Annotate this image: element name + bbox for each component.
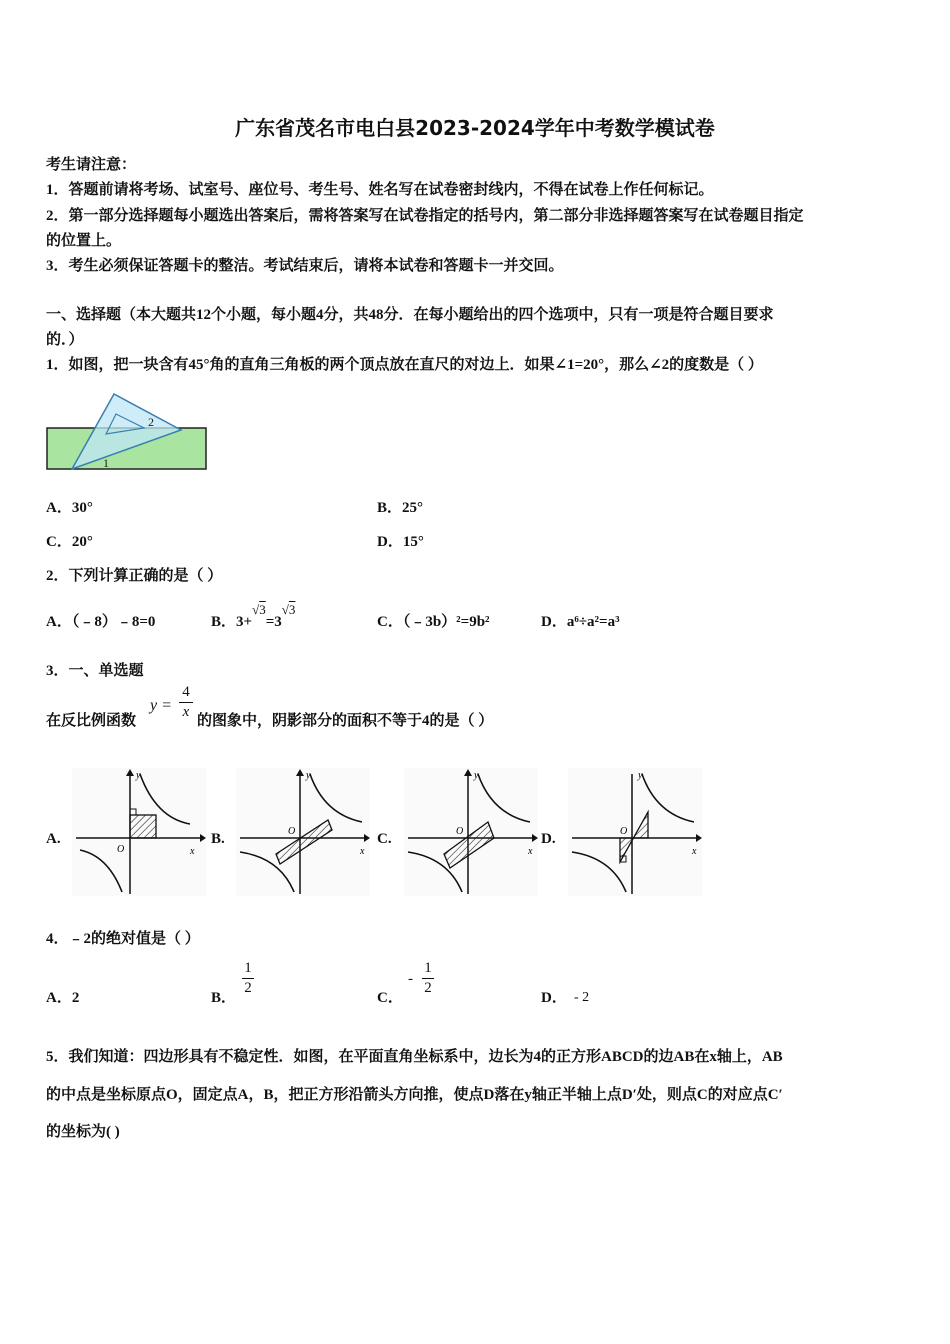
q3-graph-d (568, 768, 702, 896)
q3-graph-a (72, 768, 206, 896)
angle-2-label: 2 (148, 415, 154, 429)
q4-option-a[interactable]: A．2 (46, 990, 80, 1006)
q3-stem-post: 的图象中，阴影部分的面积不等于4的是（ ） (197, 713, 494, 729)
q5-line1: 5．我们知道：四边形具有不稳定性．如图，在平面直角坐标系中，边长为4的正方形ABCD的边AB在x轴上，AB (46, 1049, 783, 1065)
q4-b-fraction: 1 2 (242, 960, 254, 997)
notice-item-2: 2．第一部分选择题每小题选出答案后，需将答案写在试卷指定的括号内，第二部分非选择题答案写在试卷题目指定 (46, 208, 804, 224)
q4-option-c[interactable]: C． (377, 990, 403, 1006)
q3-func-fraction (179, 684, 193, 721)
q3-func-den: x (182, 704, 190, 720)
q3-intro: 3．一、单选题 (46, 663, 144, 679)
svg-text:x: x (190, 846, 195, 857)
q4-stem: 4．﹣2的绝对值是（ ） (46, 931, 200, 947)
notice-item-2-cont: 的位置上。 (46, 233, 122, 249)
q5-line2: 的中点是坐标原点O，固定点A，B，把正方形沿箭头方向推，使点D落在y轴正半轴上点D′处，则点C的对应点C′ (46, 1087, 783, 1103)
q3-graph-c (404, 768, 538, 896)
svg-text:y: y (136, 770, 141, 781)
q3-stem-pre: 在反比例函数 (46, 713, 137, 729)
q3-option-b[interactable]: B. (211, 831, 225, 847)
q2-option-c[interactable]: C．（﹣3b）²=9b² (377, 614, 490, 630)
q3-graph-b (236, 768, 370, 896)
q5-line3: 的坐标为( ) (46, 1124, 120, 1140)
q3-option-c[interactable]: C. (377, 831, 392, 847)
section-heading-cont: 的．） (46, 332, 84, 348)
q4-option-b[interactable]: B． (211, 990, 237, 1006)
q3-func-y: y = (150, 697, 172, 714)
q2-b-prefix: B．3+ (211, 614, 253, 630)
q1-stem: 1．如图，把一块含有45°角的直角三角板的两个顶点放在直尺的对边上．如果∠1=20°，那么∠2的度数是（ ） (46, 357, 763, 373)
svg-text:x: x (692, 846, 697, 857)
q1-option-c[interactable]: C．20° (46, 534, 93, 550)
q2-option-d[interactable]: D．a⁶÷a²=a³ (541, 614, 620, 630)
notice-item-1: 1．答题前请将考场、试室号、座位号、考生号、姓名写在试卷密封线内，不得在试卷上作任何标记。 (46, 182, 714, 198)
svg-text:O: O (117, 844, 125, 855)
svg-text:x: x (360, 846, 365, 857)
q3-option-a[interactable]: A. (46, 831, 61, 847)
q3-func-num: 4 (182, 684, 190, 700)
svg-text:O: O (620, 826, 628, 837)
svg-text:x: x (528, 846, 533, 857)
svg-text:O: O (288, 826, 296, 837)
section-heading: 一、选择题（本大题共12个小题，每小题4分，共48分．在每小题给出的四个选项中，只有一项是符合题目要求 (46, 307, 774, 323)
q4-d-value: - 2 (574, 990, 590, 1005)
svg-text:y: y (306, 770, 311, 781)
q1-option-b[interactable]: B．25° (377, 500, 424, 516)
q1-option-a[interactable]: A．30° (46, 500, 93, 516)
q2-option-b[interactable] (211, 602, 296, 631)
svg-text:y: y (474, 770, 479, 781)
q1-option-d[interactable]: D．15° (377, 534, 424, 550)
q3-option-d[interactable]: D. (541, 831, 556, 847)
q1-ruler-triangle-figure (46, 392, 208, 472)
q4-c-minus: - (408, 971, 413, 987)
notice-heading: 考生请注意： (46, 157, 137, 173)
q2-b-sqrt2: √3 (281, 602, 296, 617)
angle-1-label: 1 (103, 456, 109, 470)
q4-option-d[interactable]: D． (541, 990, 567, 1006)
shaded-rect (130, 815, 156, 838)
q4-c-fraction: 1 2 (422, 960, 434, 997)
exam-title: 广东省茂名市电白县2023-2024学年中考数学模试卷 (235, 116, 715, 140)
q2-b-sqrt1: √3 (252, 602, 266, 617)
svg-text:O: O (456, 826, 464, 837)
q2-stem: 2．下列计算正确的是（ ） (46, 568, 223, 584)
q2-b-mid: =3 (265, 614, 282, 630)
notice-item-3: 3．考生必须保证答题卡的整洁。考试结束后，请将本试卷和答题卡一并交回。 (46, 258, 564, 274)
svg-text:y: y (638, 770, 643, 781)
q2-option-a[interactable]: A．（﹣8）﹣8=0 (46, 614, 156, 630)
